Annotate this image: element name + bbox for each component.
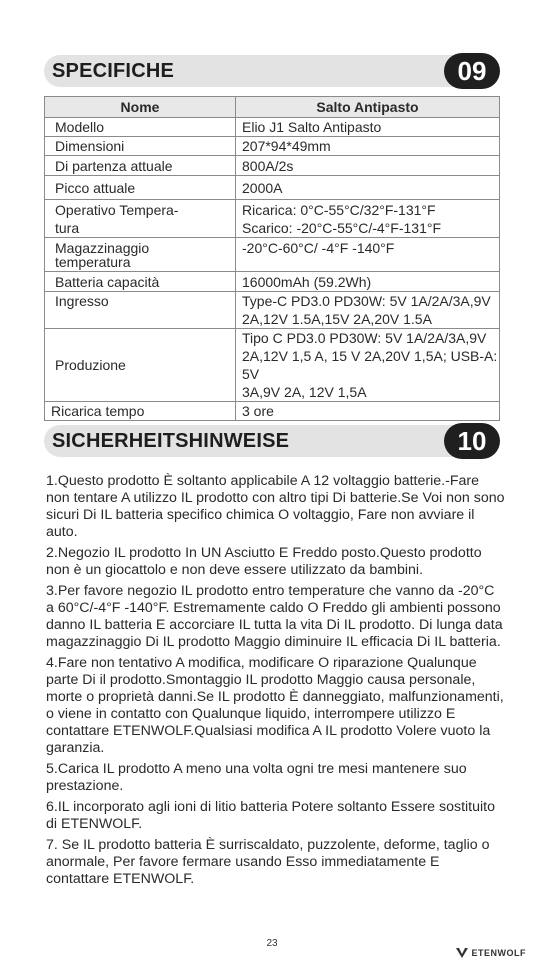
safety-paragraph: 5.Carica IL prodotto A meno una volta ogni tre mesi mantenere suo prestazione. [46, 761, 467, 794]
spec-label: Operativo Tempera- tura [45, 200, 236, 238]
spec-label: Ricarica tempo [45, 402, 236, 421]
safety-paragraph: 1.Questo prodotto È soltanto applicabile A 12 voltaggio batterie.-Fare non tentare A utilizzo IL prodotto con altro tipi Di batterie.Se Voi non sono sicuri Di IL batteria specifico chimica O voltaggio, Fare non avviare il auto. [46, 473, 505, 540]
spec-value: 2000A [236, 176, 500, 200]
spec-value: 16000mAh (59.2Wh) [236, 272, 500, 292]
safety-paragraph: 4.Fare non tentativo A modifica, modificare O riparazione Qualunque parte Di il prodotto.Smontaggio IL prodotto Maggio causa personale, morte o proprietà danni.Se IL prodotto È danneggiato, malfunzionamenti, o viene in contatto con Qualunque liquido, interrompere utilizzo E contattare ETENWOLF.Qualsiasi modifica A IL prodotto Volere vuoto la garanzia. [46, 655, 504, 756]
safety-paragraph: 2.Negozio IL prodotto In UN Asciutto E Freddo posto.Questo prodotto non è un giocattolo e non deve essere utilizzato da bambini. [46, 545, 482, 578]
spec-value: 3 ore [236, 402, 500, 421]
table-row [45, 137, 500, 156]
spec-value: 207*94*49mm [236, 137, 500, 156]
spec-value: Elio J1 Salto Antipasto [236, 118, 500, 137]
spec-label: Produzione [45, 329, 236, 402]
safety-instructions [46, 473, 506, 892]
spec-header-value: Salto Antipasto [236, 97, 500, 118]
table-row [45, 238, 500, 272]
safety-section-header [44, 425, 496, 457]
specs-section-header [44, 55, 496, 87]
spec-label: Picco attuale [45, 176, 236, 200]
safety-paragraph: 3.Per favore negozio IL prodotto entro temperature che vanno da -20°C a 60°C/-4°F -140°F. Estremamente caldo O Freddo gli ambienti possono danno IL batteria E accorciare IL tutta la vita Di IL prodotto. Di lunga data magazzinaggio Di IL prodotto Maggio diminuire IL efficacia Di IL batteria. [46, 583, 503, 650]
safety-paragraph: 6.IL incorporato agli ioni di litio batteria Potere soltanto Essere sostituito di ETENWOLF. [46, 799, 495, 832]
spec-label: Dimensioni [45, 137, 236, 156]
table-row [45, 292, 500, 329]
spec-label: Magazzinaggio temperatura [45, 238, 236, 272]
specs-section-number: 09 [444, 53, 500, 89]
page-number: 23 [266, 938, 278, 949]
spec-table-header-row [45, 97, 500, 118]
table-row [45, 329, 500, 402]
wolf-logo-icon [456, 948, 468, 958]
spec-value: 800A/2s [236, 156, 500, 176]
table-row [45, 118, 500, 137]
spec-value: -20°C-60°C/ -4°F -140°F [236, 238, 500, 272]
spec-table [44, 96, 500, 421]
spec-value: Tipo C PD3.0 PD30W: 5V 1A/2A/3A,9V 2A,12V 1,5 A, 15 V 2A,20V 1,5A; USB-A: 5V 3A,9V 2A, 12V 1,5A [236, 329, 500, 402]
spec-label: Batteria capacità [45, 272, 236, 292]
table-row [45, 402, 500, 421]
spec-label: Modello [45, 118, 236, 137]
spec-header-name: Nome [45, 97, 236, 118]
table-row [45, 176, 500, 200]
safety-paragraph: 7. Se IL prodotto batteria È surriscaldato, puzzolente, deforme, taglio o anormale, Per favore fermare usando Esso immediatamente E contattare ETENWOLF. [46, 837, 490, 887]
table-row [45, 200, 500, 238]
spec-value: Type-C PD3.0 PD30W: 5V 1A/2A/3A,9V 2A,12V 1.5A,15V 2A,20V 1.5A [236, 292, 500, 329]
spec-label: Ingresso [45, 292, 236, 329]
spec-value: Ricarica: 0°C-55°C/32°F-131°F Scarico: -20°C-55°C/-4°F-131°F [236, 200, 500, 238]
brand-logo [456, 948, 527, 958]
safety-section-number: 10 [444, 423, 500, 459]
spec-label: Di partenza attuale [45, 156, 236, 176]
table-row [45, 272, 500, 292]
safety-section-title: SICHERHEITSHINWEISE [52, 430, 290, 452]
table-row [45, 156, 500, 176]
specs-section-title: SPECIFICHE [52, 60, 175, 82]
brand-name: ETENWOLF [471, 948, 526, 958]
